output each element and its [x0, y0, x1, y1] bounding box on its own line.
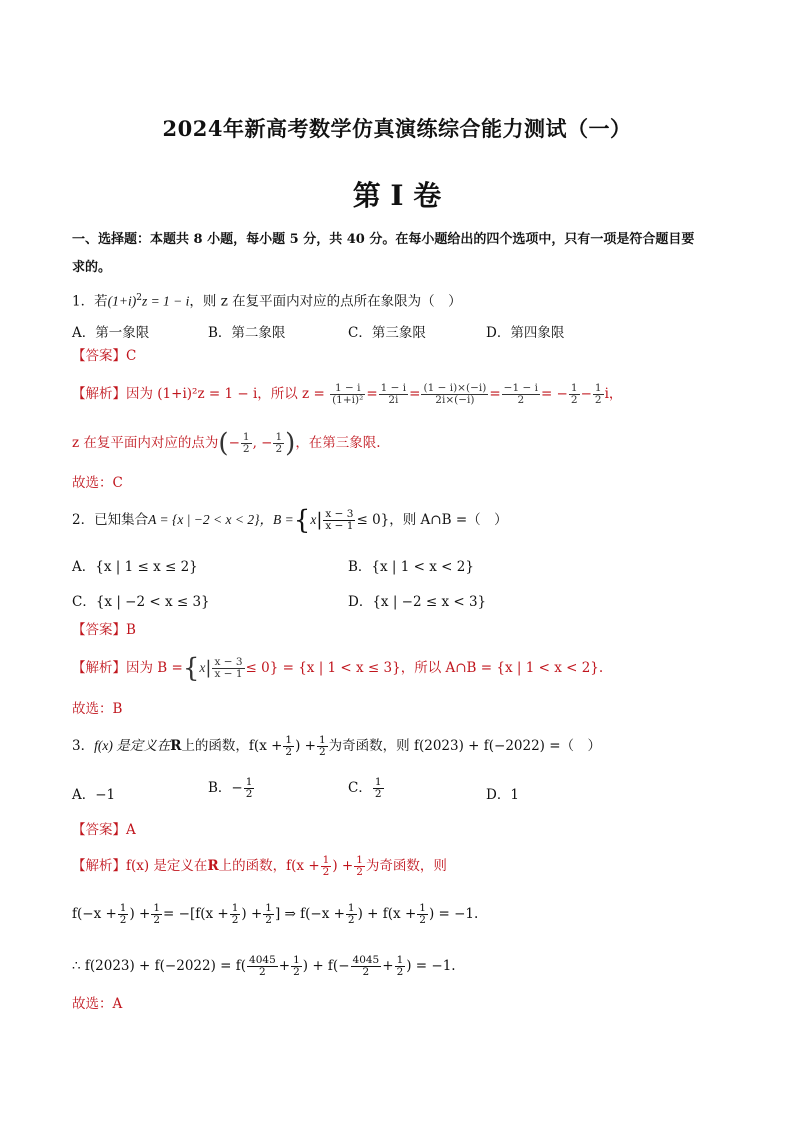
question-2-option-a: A．{x | 1 ≤ x ≤ 2} — [72, 559, 198, 575]
question-1-choice: 故选：C — [72, 475, 123, 491]
question-1-option-d: D．第四象限 — [486, 325, 565, 341]
question-2-option-d: D．{x | −2 ≤ x < 3} — [348, 594, 487, 610]
question-3-stem: 3．f(x) 是定义在R上的函数，f(x + $\frac{1}{2}$ ) + $\frac{1}{2}$ 为奇函数，则 f(2023) + f(−2022) =（ ） — [72, 734, 602, 758]
question-2-choice: 故选：B — [72, 701, 123, 717]
question-1-option-a: A．第一象限 — [72, 325, 150, 341]
question-3-option-a: A．−1 — [72, 787, 116, 803]
question-3-option-d: D．1 — [486, 787, 519, 803]
section-heading-line1: 一、选择题：本题共 8 小题，每小题 5 分，共 40 分。在每小题给出的四个选项中，只有一项是符合题目要 — [72, 232, 695, 247]
question-2-answer: 【答案】B — [72, 622, 136, 638]
question-1-number: 1．若 — [72, 293, 108, 310]
question-3-choice: 故选：A — [72, 996, 123, 1012]
question-3-analysis-line1: 【解析】f(x) 是定义在R上的函数，f(x + $\frac{1}{2}$ ) + $\frac{1}{2}$ 为奇函数，则 — [72, 854, 447, 878]
question-2-stem: 2．已知集合A = {x | −2 < x < 2}，B ={x| $\frac{x - 3}{x - 1}$ ≤ 0}，则 A∩B =（ ） — [72, 505, 508, 536]
question-2-option-b: B．{x | 1 < x < 2} — [348, 559, 474, 575]
question-1-analysis-line2: z 在复平面内对应的点为(− $\frac{1}{2}$ , − $\frac{1}{2}$ )，在第三象限. — [72, 428, 381, 459]
question-2-analysis: 【解析】因为 B ={x| $\frac{x - 3}{x - 1}$ ≤ 0} = {x | 1 < x ≤ 3}，所以 A∩B = {x | 1 < x < 2}. — [72, 653, 604, 684]
question-1-answer: 【答案】C — [72, 348, 137, 364]
question-3-analysis-line3: ∴ f(2023) + f(−2022) = f( $\frac{4045}{2}$ + $\frac{1}{2}$ ) + f(− $\frac{4045}{2}$ + $\frac{1}{2}$ ) = −1. — [72, 954, 456, 978]
question-3-option-c: C． $\frac{1}{2}$ — [348, 776, 382, 800]
question-1-option-b: B．第二象限 — [208, 325, 286, 341]
question-2-option-c: C．{x | −2 < x ≤ 3} — [72, 594, 210, 610]
question-1-stem: 1．若$(1+i)^2z = 1 - i$，则 z 在复平面内对应的点所在象限为（ ） — [72, 293, 462, 310]
question-3-option-b: B．− $\frac{1}{2}$ — [208, 776, 253, 800]
question-1-analysis-line1: 【解析】因为 (1+i)²z = 1 − i，所以 z = $\frac{1 - i}{\text{(1+i)²}}$ = $\frac{1 - i}{2i}$ = $\frac{(1 - i)\times(-i)}{2i\times(-i)}$ = $\frac{-1 - i}{2}$ = − $\frac{1}{2}$ − $\frac{1}{2}$ i， — [72, 382, 623, 406]
question-3-answer: 【答案】A — [72, 822, 136, 838]
question-3-analysis-line2: f(−x + $\frac{1}{2}$ ) + $\frac{1}{2}$ = −[f(x + $\frac{1}{2}$ ) + $\frac{1}{2}$ ] ⇒ f(−x + $\frac{1}{2}$ ) + f(x + $\frac{1}{2}$ ) = −1. — [72, 902, 479, 926]
section-heading-line2: 求的。 — [72, 260, 112, 275]
volume-title: 第 I 卷 — [352, 179, 442, 212]
document-title: 2024年新高考数学仿真演练综合能力测试（一） — [162, 116, 632, 141]
question-1-option-c: C．第三象限 — [348, 325, 426, 341]
